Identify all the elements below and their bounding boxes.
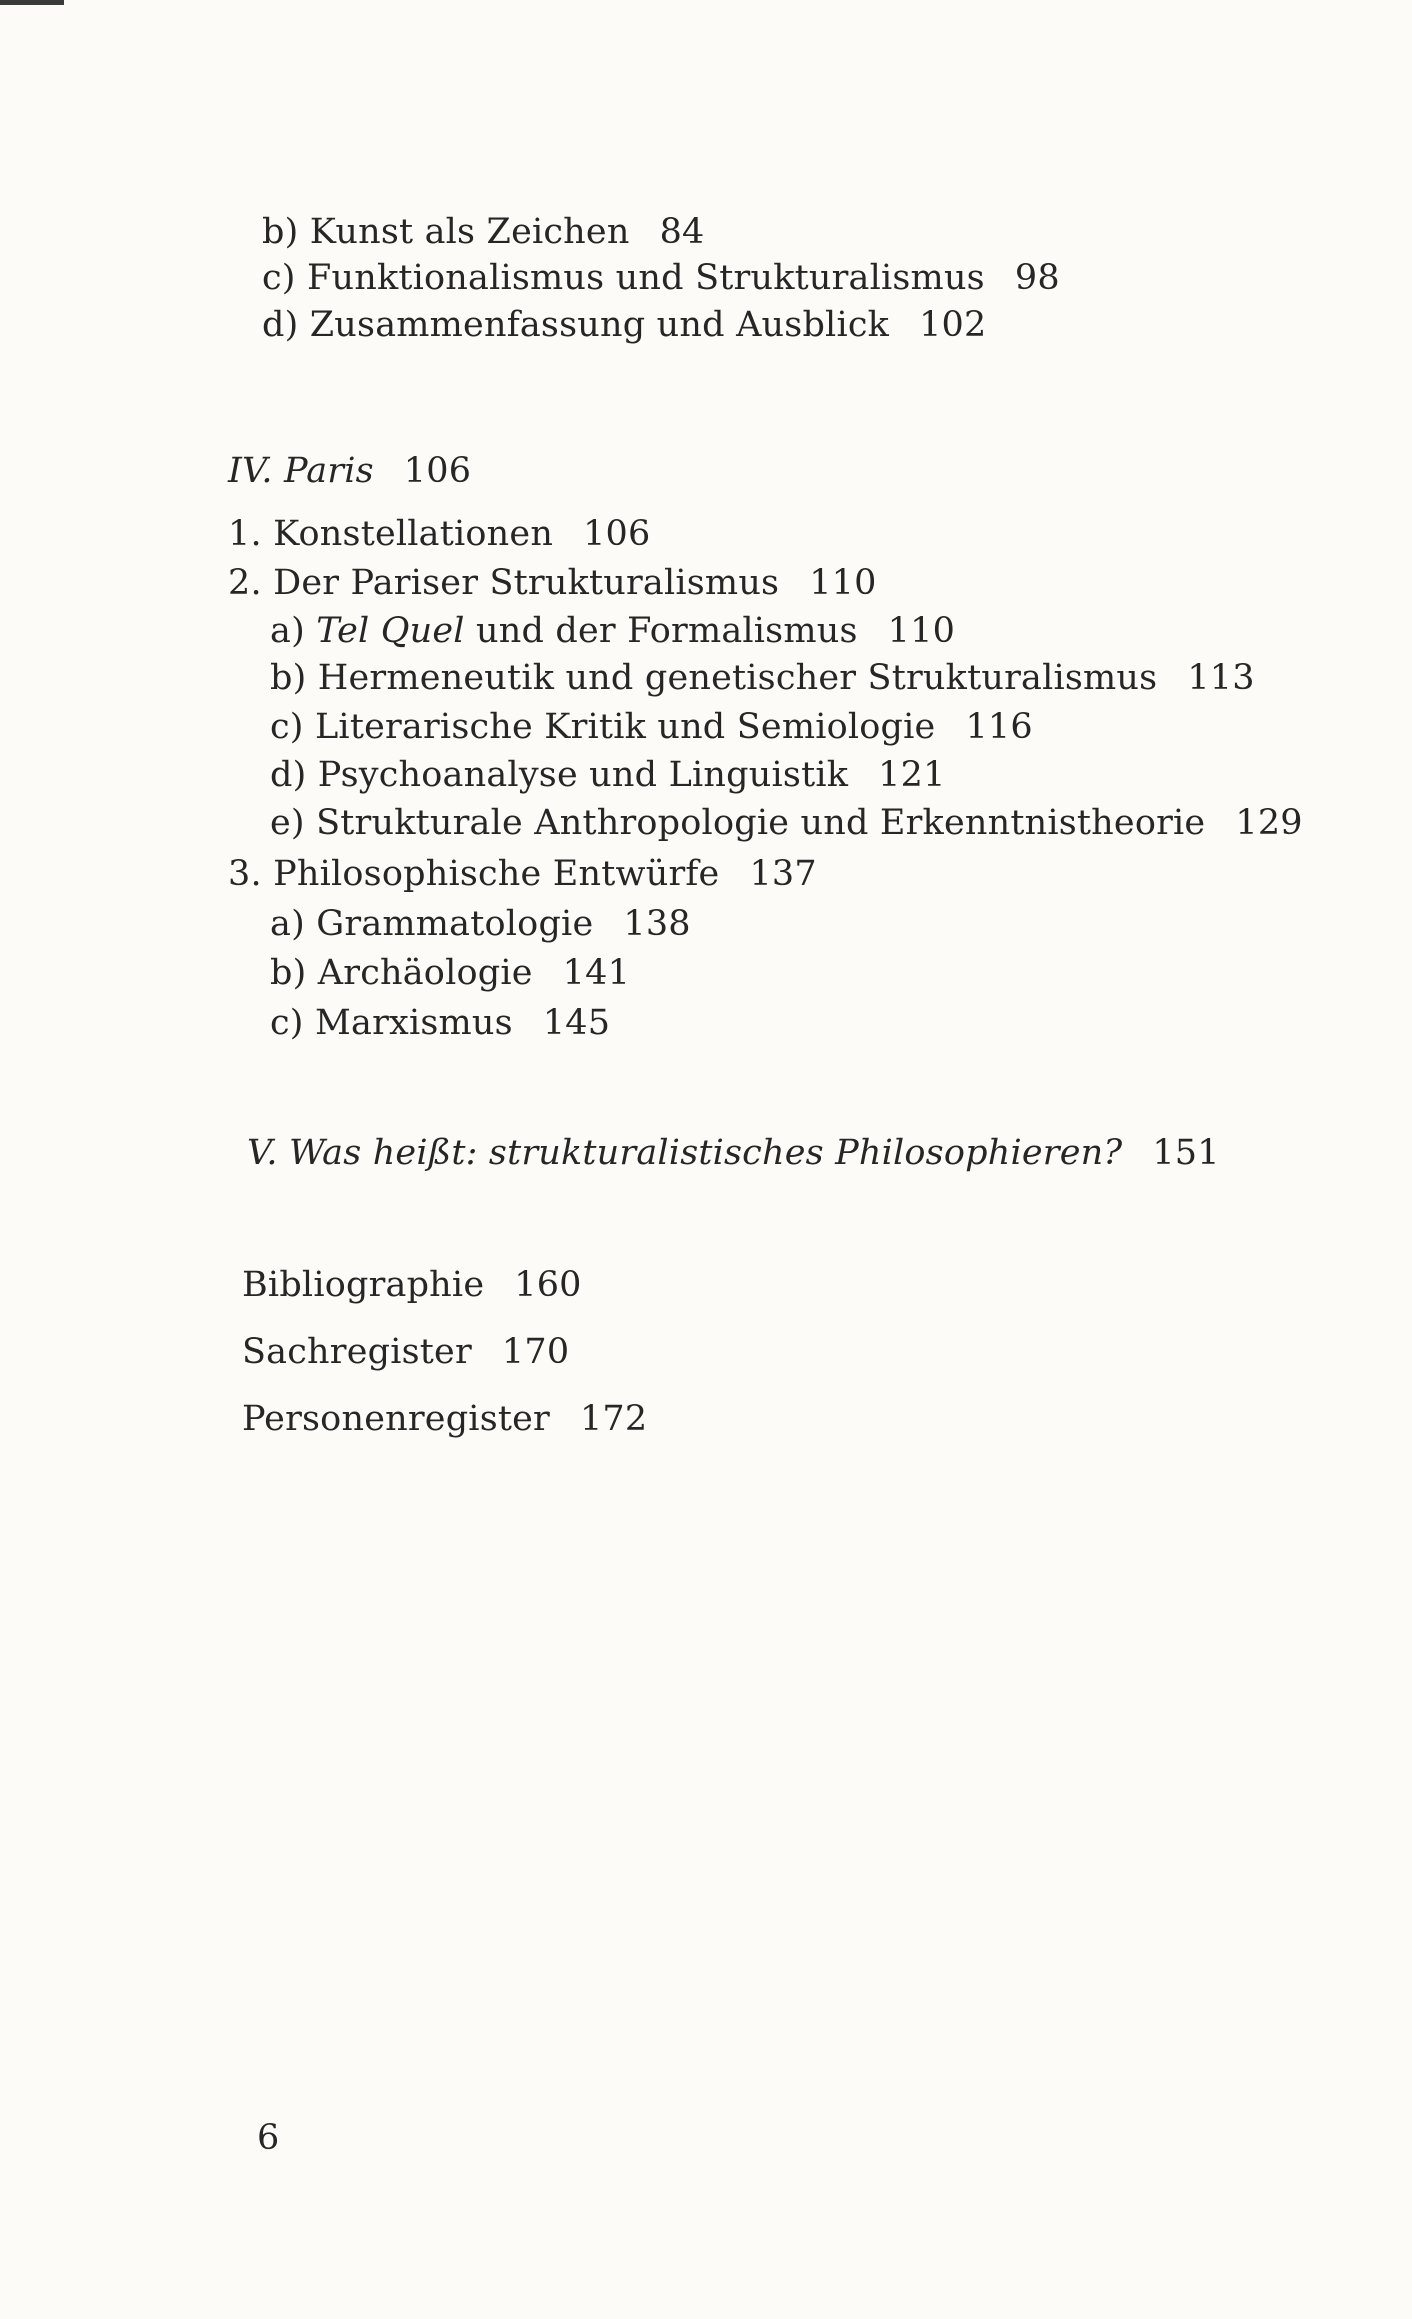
toc-entry-label: b) Archäologie bbox=[270, 953, 533, 993]
toc-entry bbox=[270, 902, 691, 946]
appendix-entry-label: Personenregister bbox=[242, 1399, 550, 1439]
toc-entry-page: 141 bbox=[562, 953, 631, 993]
toc-entry-label: c) Funktionalismus und Strukturalismus bbox=[262, 258, 985, 298]
appendix-entry-label: Bibliographie bbox=[242, 1265, 485, 1305]
toc-entry-page: 110 bbox=[887, 611, 956, 651]
appendix-entry-page: 172 bbox=[579, 1399, 648, 1439]
toc-entry-page: 137 bbox=[749, 854, 817, 894]
toc-entry-label: d) Zusammenfassung und Ausblick bbox=[262, 305, 890, 345]
toc-entry bbox=[262, 256, 1060, 300]
appendix-entry-label: Sachregister bbox=[242, 1332, 472, 1372]
appendix-entry bbox=[242, 1263, 582, 1307]
toc-entry-label: e) Strukturale Anthropologie und Erkenntnistheorie bbox=[270, 803, 1206, 843]
toc-entry-page: 110 bbox=[809, 563, 877, 603]
toc-entry-label-italic: Tel Quel bbox=[316, 611, 465, 651]
toc-entry-label: b) Hermeneutik und genetischer Strukturalismus bbox=[270, 658, 1158, 698]
toc-entry bbox=[270, 753, 946, 797]
toc-entry-label: 3. Philosophische Entwürfe bbox=[228, 854, 720, 894]
toc-entry-page: 116 bbox=[965, 707, 1033, 747]
appendix-entry-page: 160 bbox=[514, 1265, 582, 1305]
toc-entry bbox=[270, 1001, 610, 1045]
section-heading-page: 106 bbox=[403, 451, 472, 491]
toc-entry-page: 98 bbox=[1014, 258, 1060, 298]
appendix-entry bbox=[242, 1330, 569, 1374]
toc-entry-page: 138 bbox=[623, 904, 691, 944]
appendix-entry-page: 170 bbox=[501, 1332, 570, 1372]
section-heading-v bbox=[247, 1131, 1220, 1175]
toc-entry-label: 1. Konstellationen bbox=[228, 514, 554, 554]
toc-entry bbox=[262, 210, 705, 254]
page-number: 6 bbox=[257, 2118, 280, 2158]
toc-entry-page: 84 bbox=[659, 212, 705, 252]
toc-entry-page: 145 bbox=[542, 1003, 611, 1043]
section-heading-label: IV. Paris bbox=[228, 451, 374, 491]
toc-entry bbox=[270, 705, 1033, 749]
toc-entry-label: c) Literarische Kritik und Semiologie bbox=[270, 707, 936, 747]
section-heading-label: V. Was heißt: strukturalistisches Philosophieren? bbox=[247, 1133, 1123, 1173]
toc-entry-label-prefix: a) bbox=[270, 611, 317, 651]
toc-entry bbox=[270, 609, 955, 653]
toc-entry bbox=[262, 303, 986, 347]
toc-entry bbox=[270, 801, 1303, 845]
appendix-entry bbox=[242, 1397, 647, 1441]
toc-entry-page: 129 bbox=[1235, 803, 1303, 843]
toc-entry bbox=[270, 951, 630, 995]
toc-entry-page: 121 bbox=[878, 755, 946, 795]
toc-entry bbox=[228, 852, 817, 896]
toc-entry-label: d) Psychoanalyse und Linguistik bbox=[270, 755, 849, 795]
section-heading-iv bbox=[228, 449, 471, 493]
toc-entry-page: 102 bbox=[919, 305, 987, 345]
toc-entry bbox=[228, 561, 877, 605]
toc-entry-page: 106 bbox=[583, 514, 651, 554]
toc-entry bbox=[270, 656, 1255, 700]
toc-entry-label: c) Marxismus bbox=[270, 1003, 513, 1043]
toc-entry-label: b) Kunst als Zeichen bbox=[262, 212, 630, 252]
toc-entry-page: 113 bbox=[1187, 658, 1255, 698]
top-edge-rule bbox=[0, 0, 64, 5]
toc-entry-label: a) Grammatologie bbox=[270, 904, 594, 944]
toc-entry-label-suffix: und der Formalismus bbox=[464, 611, 858, 651]
toc-entry-label: 2. Der Pariser Strukturalismus bbox=[228, 563, 780, 603]
section-heading-page: 151 bbox=[1152, 1133, 1220, 1173]
toc-entry bbox=[228, 512, 650, 556]
